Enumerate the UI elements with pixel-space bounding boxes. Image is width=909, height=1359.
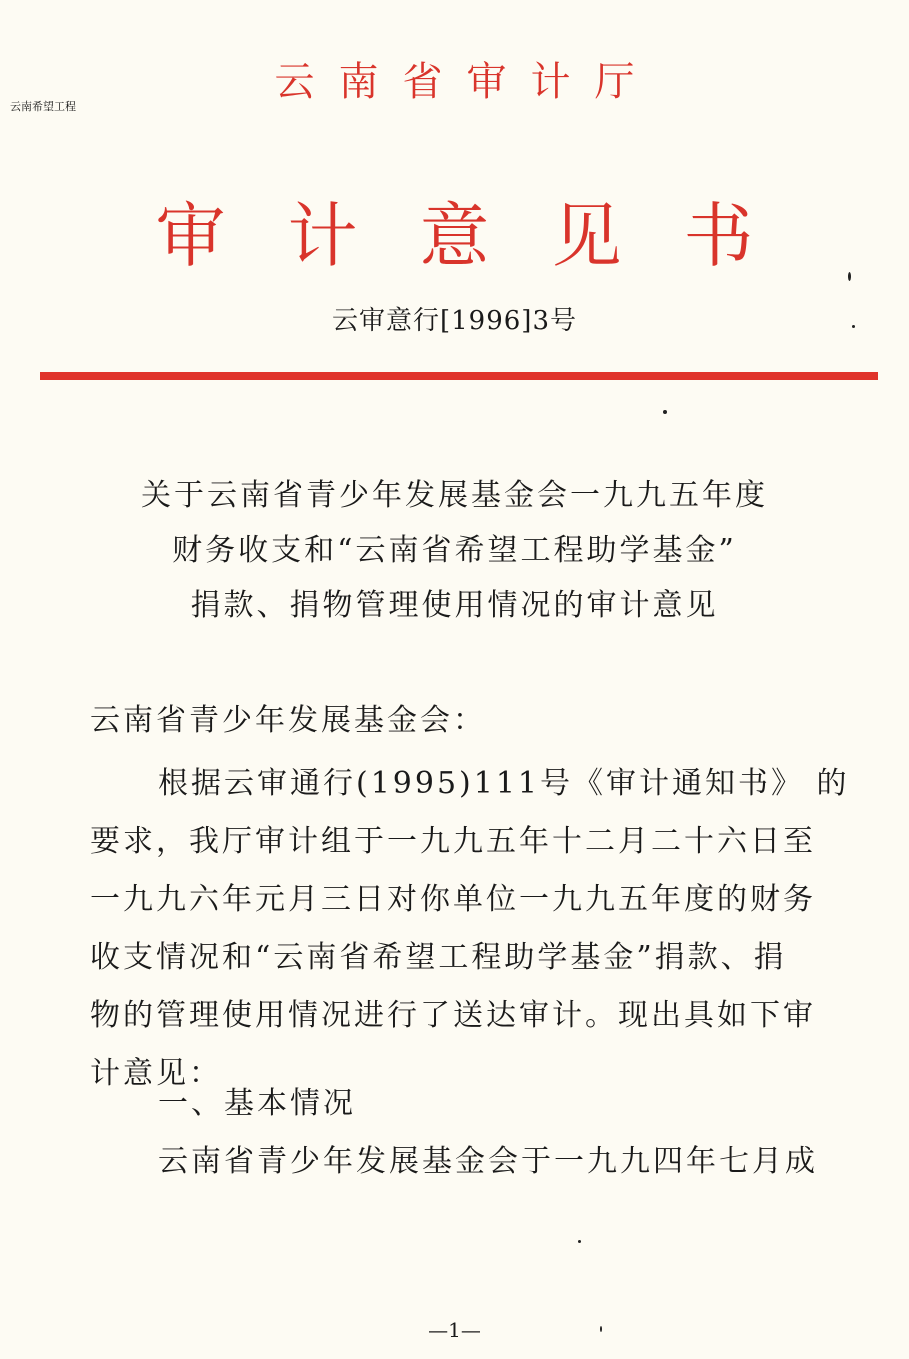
paragraph-line: 要求，我厅审计组于一九九五年十二月二十六日至 bbox=[90, 824, 816, 859]
subject-line-1: 关于云南省青少年发展基金会一九九五年度 bbox=[141, 478, 768, 513]
subject-line-3: 捐款、捐物管理使用情况的审计意见 bbox=[190, 588, 719, 623]
section-heading-basic-situation: 一、基本情况 bbox=[158, 1086, 356, 1121]
subject-line-2: 财务收支和“云南省希望工程助学基金” bbox=[172, 533, 737, 568]
page-number: —1— bbox=[428, 1318, 481, 1342]
scan-speck bbox=[852, 325, 855, 328]
corner-label: 云南希望工程 bbox=[10, 100, 76, 113]
scan-speck bbox=[600, 1326, 602, 1332]
paragraph-line: 一九九六年元月三日对你单位一九九五年度的财务 bbox=[90, 882, 816, 917]
paragraph-line: 收支情况和“云南省希望工程助学基金”捐款、捐 bbox=[90, 940, 787, 975]
addressee: 云南省青少年发展基金会： bbox=[90, 703, 486, 738]
body-paragraph-1 bbox=[90, 755, 850, 1103]
document-number: 云审意行[1996]3号 bbox=[332, 306, 577, 336]
body-paragraph-2: 云南省青少年发展基金会于一九九四年七月成 bbox=[158, 1144, 818, 1179]
scan-speck bbox=[578, 1240, 581, 1243]
paragraph-line: 物的管理使用情况进行了送达审计。现出具如下审 bbox=[90, 998, 816, 1033]
paragraph-line: 计意见： bbox=[90, 1056, 222, 1091]
issuing-organization: 云南省审计厅 bbox=[274, 59, 659, 105]
scan-speck bbox=[848, 272, 851, 281]
document-title: 审计意见书 bbox=[155, 195, 816, 277]
paragraph-line: 根据云审通行(1995)111号《审计通知书》 的 bbox=[158, 766, 850, 801]
scan-speck bbox=[663, 410, 667, 414]
subject-heading bbox=[0, 468, 909, 633]
red-divider-rule bbox=[40, 372, 878, 380]
